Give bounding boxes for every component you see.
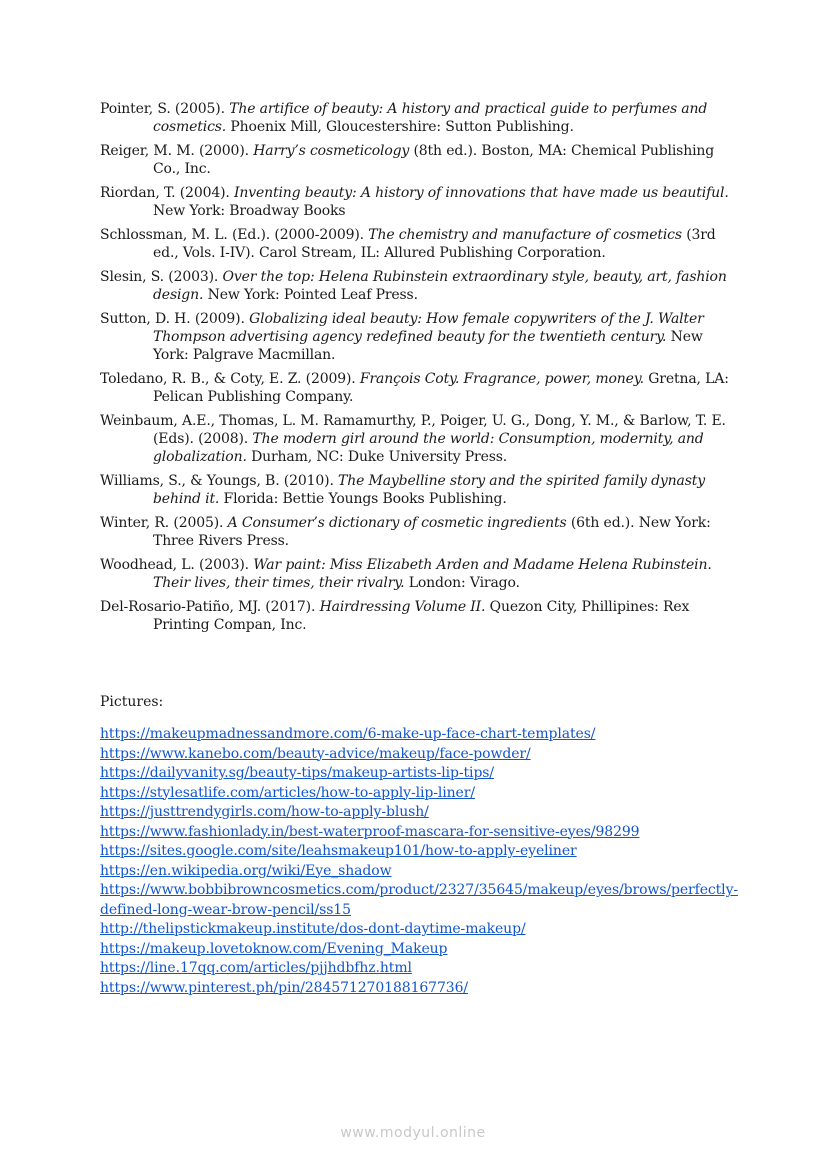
reference-title: A Consumer’s dictionary of cosmetic ingredients [227,515,567,531]
reference-author-year: Weinbaum, A.E., Thomas, L. M. Ramamurthy, P., Poiger, U. G., Dong, Y. M., & Barlow, T. E. (Eds). (2008). [100,413,726,447]
reference-entry [100,412,740,466]
reference-entry [100,370,740,406]
reference-title: Over the top: Helena Rubinstein extraordinary style, beauty, art, fashion design. [153,269,727,303]
reference-publisher: Durham, NC: Duke University Press. [246,449,508,465]
picture-source-link[interactable]: https://www.kanebo.com/beauty-advice/makeup/face-powder/ [100,745,531,762]
picture-source-link[interactable]: https://www.bobbibrowncosmetics.com/product/2327/35645/makeup/eyes/brows/perfectly-defined-long-wear-brow-pencil/ss15 [100,882,739,918]
reference-entry [100,514,740,550]
reference-entry [100,268,740,304]
reference-author-year: Woodhead, L. (2003). [100,557,254,573]
reference-publisher: (3rd ed., Vols. I-IV). Carol Stream, IL: Allured Publishing Corporation. [153,227,716,261]
reference-publisher: (8th ed.). Boston, MA: Chemical Publishing Co., Inc. [153,143,715,177]
reference-publisher: New York: Palgrave Macmillan. [153,329,703,363]
reference-author-year: Winter, R. (2005). [100,515,228,531]
picture-source-link[interactable]: https://en.wikipedia.org/wiki/Eye_shadow [100,862,392,879]
picture-source-link[interactable]: https://sites.google.com/site/leahsmakeup101/how-to-apply-eyeliner [100,843,577,859]
pictures-heading: Pictures: [100,694,164,710]
picture-source-link[interactable]: https://justtrendygirls.com/how-to-apply-blush/ [100,804,429,820]
picture-source-link[interactable]: https://line.17qq.com/articles/pjjhdbfhz.html [100,960,412,976]
reference-publisher: Gretna, LA: Pelican Publishing Company. [153,371,729,405]
reference-title: Harry’s cosmeticology [253,143,410,159]
picture-links [100,725,740,998]
reference-title: The modern girl around the world: Consumption, modernity, and globalization. [153,431,704,465]
reference-author-year: Riordan, T. (2004). [100,185,234,201]
reference-author-year: Toledano, R. B., & Coty, E. Z. (2009). [100,371,360,387]
reference-entry [100,556,740,592]
reference-publisher: New York: Broadway Books [153,203,346,219]
reference-publisher: (6th ed.). New York: Three Rivers Press. [153,515,711,549]
reference-author-year: Del-Rosario-Patiño, MJ. (2017). [100,599,320,615]
reference-publisher: Quezon City, Phillipines: Rex Printing Compan, Inc. [153,599,690,633]
reference-author-year: Slesin, S. (2003). [100,269,223,285]
reference-publisher: London: Virago. [404,575,520,591]
reference-entry [100,598,740,634]
reference-author-year: Pointer, S. (2005). [100,101,230,117]
reference-title: The chemistry and manufacture of cosmetics [368,227,682,243]
picture-source-link[interactable]: https://www.pinterest.ph/pin/284571270188167736/ [100,979,469,996]
document-page [100,100,740,998]
reference-entry [100,472,740,508]
reference-author-year: Reiger, M. M. (2000). [100,143,254,159]
reference-title: The Maybelline story and the spirited family dynasty behind it. [153,473,705,507]
reference-publisher: Florida: Bettie Youngs Books Publishing. [219,491,507,507]
reference-entry [100,100,740,136]
reference-author-year: Williams, S., & Youngs, B. (2010). [100,473,339,489]
reference-entry [100,226,740,262]
reference-entry [100,184,740,220]
picture-source-link[interactable]: https://makeupmadnessandmore.com/6-make-up-face-chart-templates/ [100,726,596,742]
reference-entry [100,142,740,178]
reference-author-year: Sutton, D. H. (2009). [100,311,250,327]
reference-author-year: Schlossman, M. L. (Ed.). (2000-2009). [100,227,369,243]
watermark: www.modyul.online [340,1125,486,1141]
picture-source-link[interactable]: http://thelipstickmakeup.institute/dos-dont-daytime-makeup/ [100,921,526,937]
picture-source-link[interactable]: https://www.fashionlady.in/best-waterproof-mascara-for-sensitive-eyes/98299 [100,823,640,840]
reference-title: François Coty. Fragrance, power, money. [359,371,644,387]
reference-publisher: New York: Pointed Leaf Press. [203,287,418,303]
reference-list [100,100,740,634]
picture-source-link[interactable]: https://makeup.lovetoknow.com/Evening_Makeup [100,940,448,957]
reference-entry [100,310,740,364]
reference-title: Inventing beauty: A history of innovations that have made us beautiful. [234,185,729,201]
picture-source-link[interactable]: https://dailyvanity.sg/beauty-tips/makeup-artists-lip-tips/ [100,765,495,781]
reference-title: The artifice of beauty: A history and practical guide to perfumes and cosmetics. [153,101,708,135]
reference-publisher: Phoenix Mill, Gloucestershire: Sutton Publishing. [226,119,574,135]
reference-title: Hairdressing Volume II. [319,599,486,615]
reference-title: War paint: Miss Elizabeth Arden and Madame Helena Rubinstein. Their lives, their times, their rivalry. [153,557,712,591]
reference-title: Globalizing ideal beauty: How female copywriters of the J. Walter Thompson advertising agency redefined beauty for the twentieth century. [153,311,704,345]
picture-source-link[interactable]: https://stylesatlife.com/articles/how-to-apply-lip-liner/ [100,784,475,801]
